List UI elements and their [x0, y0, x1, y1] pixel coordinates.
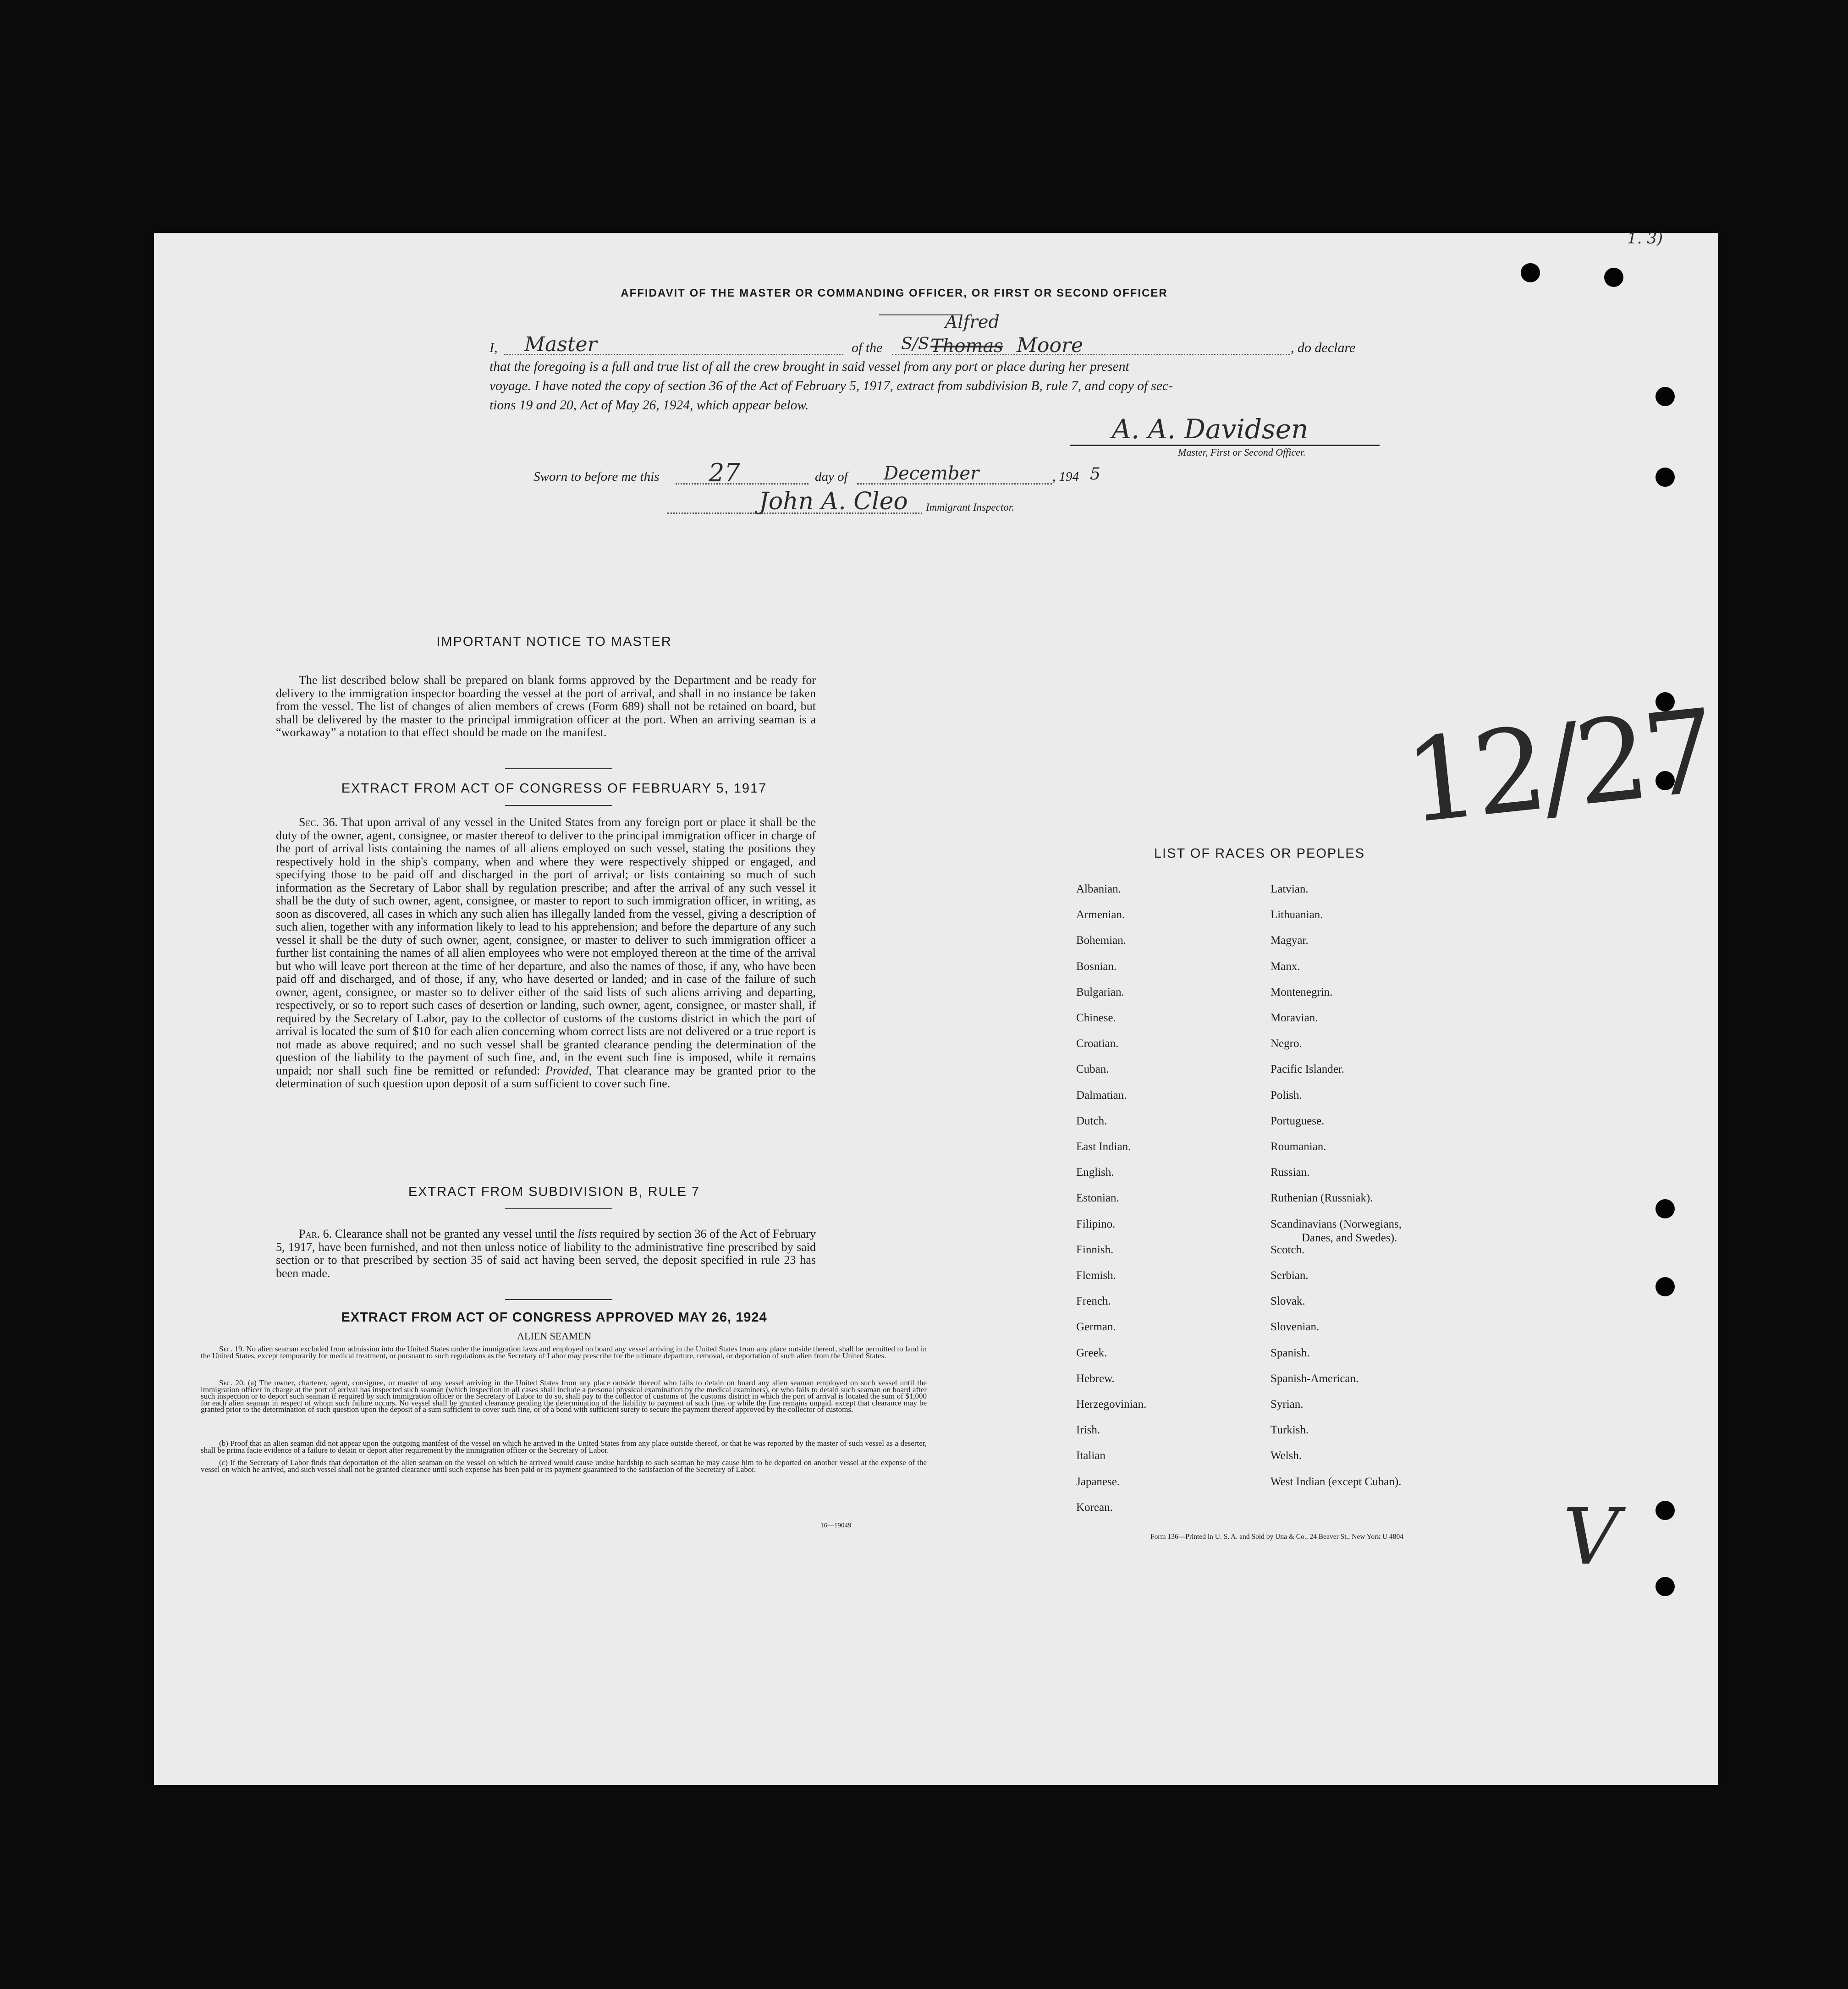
par6-label: Par. 6.	[299, 1227, 332, 1240]
extract-1924-heading: EXTRACT FROM ACT OF CONGRESS APPROVED MAY 26, 1924	[341, 1310, 767, 1325]
race-item: Japanese.	[1076, 1475, 1120, 1488]
race-item: Polish.	[1270, 1089, 1302, 1102]
declaration-line-3: voyage. I have noted the copy of section 36 of the Act of February 5, 1917, extract from subdivision B, rule 7, and copy of sec-	[490, 379, 1173, 393]
extract-1917-text	[276, 816, 816, 1091]
race-item: Russian.	[1270, 1166, 1310, 1179]
sec36-body: That upon arrival of any vessel in the United States from any foreign port or place it shall be the duty of the owner, agent, consignee, or master thereof to deliver to the principal immigration officer in charge of the port of arrival lists containing the names of all aliens employed on such vessel, stating the positions they respectively hold in the ship's company, when and where they were respectively shipped or engaged, and specifying those to be paid off and discharged in the port of arrival; or lists containing so much of such information as the Secretary of Labor shall by regulation prescribe; and after the arrival of any such vessel it shall be the duty of such owner, agent, consignee, or master to report to such immigration officer, in writing, as soon as discovered, all cases in which any such alien has illegally landed from the vessel, giving a description of such alien, together with any information likely to lead to his apprehension; and before the departure of any such vessel it shall be the duty of such owner, agent, consignee, or master to deliver to such immigration officer a further list containing the names of all alien employees who were not employed thereon at the time of the arrival but who will leave port thereon at the time of her departure, and also the names of those, if any, who have been paid off and discharged, and of those, if any, who have deserted or landed; and in case of the failure of such owner, agent, consignee, or master so to deliver either of the said lists of such aliens arriving and departing, respectively, or so to report such cases of desertion or landing, such owner, agent, consignee, or master shall, if required by the Secretary of Labor, pay to the collector of customs of the customs district in which the port of arrival is located the sum of $10 for each alien concerning whom correct lists are not delivered or a true report is not made as above required; and no such vessel shall be granted clearance pending the determination of the question of the liability to the payment of such fine, and, in the event such fine is imposed, while it remains unpaid; nor shall such fine be remitted or refunded:	[276, 815, 816, 1077]
race-item: Welsh.	[1270, 1449, 1302, 1462]
signature-line	[1070, 445, 1380, 446]
race-item: Hebrew.	[1076, 1372, 1115, 1385]
notice-text	[276, 674, 816, 739]
vessel-prefix-label: of the	[852, 340, 883, 355]
sworn-year-prefix: , 194	[1052, 469, 1079, 484]
notice-heading: IMPORTANT NOTICE TO MASTER	[436, 634, 672, 649]
race-item: Portuguese.	[1270, 1114, 1325, 1127]
declaration-line-2: that the foregoing is a full and true list of all the crew brought in said vessel from any port or place during her present	[490, 359, 1129, 374]
declarant-name-handwritten: Master	[524, 333, 597, 356]
vessel-prefix-handwritten: S/S	[901, 335, 930, 353]
declaration-line-4: tions 19 and 20, Act of May 26, 1924, which appear below.	[490, 398, 809, 413]
race-item: Roumanian.	[1270, 1141, 1326, 1153]
race-item: Moravian.	[1270, 1012, 1318, 1024]
handwritten-date-note: 12/27	[1399, 684, 1719, 849]
sec19-label: Sec. 19.	[219, 1344, 244, 1353]
print-code: 16—19049	[820, 1522, 852, 1529]
rule7-text	[276, 1228, 816, 1280]
race-item: Albanian.	[1076, 883, 1121, 895]
race-item: Scandinavians (Norwegians,	[1270, 1218, 1402, 1230]
divider	[505, 1299, 612, 1300]
declare-suffix: , do declare	[1291, 340, 1356, 355]
divider	[505, 1208, 612, 1209]
race-item: German.	[1076, 1321, 1116, 1333]
vessel-name-handwritten: Moore	[1017, 334, 1084, 357]
race-item: Croatian.	[1076, 1037, 1119, 1050]
race-item: Bohemian.	[1076, 934, 1127, 947]
binder-hole	[1656, 1501, 1675, 1520]
race-item: Estonian.	[1076, 1192, 1119, 1205]
race-item: Korean.	[1076, 1501, 1113, 1514]
sworn-day: 27	[709, 458, 740, 487]
binder-hole	[1604, 268, 1623, 287]
race-item: Bulgarian.	[1076, 986, 1124, 998]
master-signature: A. A. Davidsen	[1112, 413, 1309, 445]
sec20a-text	[201, 1380, 927, 1413]
affidavit-title: AFFIDAVIT OF THE MASTER OR COMMANDING OFFICER, OR FIRST OR SECOND OFFICER	[621, 287, 1168, 299]
sec19-body: No alien seaman excluded from admission into the United States under the immigration laws and employed on board any vessel arriving in the United States from any place outside thereof, shall be permitted to land in the United States, except temporarily for medical treatment, or pursuant to such regulations as the Secretary of Labor may prescribe for the ultimate departure, removal, or deportation of such alien from the United States.	[201, 1344, 927, 1360]
binder-hole	[1656, 468, 1675, 487]
proviso-word: Provided,	[545, 1063, 592, 1077]
race-item: Magyar.	[1270, 934, 1309, 947]
sec20a-body: (a) The owner, charterer, agent, consignee, or master of any vessel arriving in the United States from any place outside thereof who fails to detain on board any alien seaman employed on such vessel until the immigration officer in charge at the port of arrival has inspected such seaman (which inspection in all cases shall include a personal physical examination by the medical examiners), or who fails to detain such seaman on board after such inspection or to deport such seaman if required by such immigration officer or the Secretary of Labor to do so, shall pay to the collector of customs of the customs district in which the port of arrival is located the sum of $1,000 for each alien seaman in respect of whom such failure occurs. No vessel shall be granted clearance pending the determination of the liability to payment of such fine, or while the fine remains unpaid, except that clearance may be granted prior to the determination of such question upon the deposit of a sum sufficient to cover such fine, or of a bond with sufficient surety to secure the payment thereof approved by the collector of customs.	[201, 1378, 927, 1414]
binder-hole	[1521, 263, 1540, 282]
race-item: Finnish.	[1076, 1243, 1114, 1256]
race-item: Herzegovinian.	[1076, 1398, 1147, 1410]
race-item: Greek.	[1076, 1346, 1107, 1359]
binder-hole	[1656, 1199, 1675, 1218]
race-item: English.	[1076, 1166, 1114, 1179]
race-item: Serbian.	[1270, 1269, 1309, 1282]
race-item: Scotch.	[1270, 1243, 1305, 1256]
declaration-line-1	[490, 312, 1512, 358]
race-item: Filipino.	[1076, 1218, 1116, 1230]
race-item: West Indian (except Cuban).	[1270, 1475, 1402, 1488]
sworn-line	[534, 458, 1267, 488]
vessel-insert-name: Alfred	[945, 312, 1000, 332]
binder-hole	[1656, 387, 1675, 406]
sec36-proviso: That clearance may be granted prior to the determination of such question upon deposit of a sum sufficient to cover such fine.	[276, 1063, 816, 1090]
declarant-prefix: I,	[490, 340, 498, 355]
inspector-caption: Immigrant Inspector.	[926, 501, 1014, 513]
race-item: Turkish.	[1270, 1424, 1309, 1437]
binder-hole	[1656, 1577, 1675, 1596]
par6-body-b: required by section 36 of the Act of February 5, 1917, have been furnished, and not then unless notice of liability to the administrative fine prescribed by said section or to that prescribed by section 35 of said act having been served, the deposit specified in rule 23 has been made.	[276, 1227, 816, 1280]
inspector-signature: John A. Cleo	[759, 488, 908, 515]
race-item: French.	[1076, 1295, 1111, 1308]
race-item: Chinese.	[1076, 1012, 1116, 1024]
race-item: Spanish-American.	[1270, 1372, 1359, 1385]
rule7-heading: EXTRACT FROM SUBDIVISION B, RULE 7	[408, 1185, 700, 1199]
race-item: Lithuanian.	[1270, 909, 1323, 921]
sec20b-text: (b) Proof that an alien seaman did not appear upon the outgoing manifest of the vessel on which he arrived in the United States from any place outside thereof, or that he was reported by the master of such vessel as a deserter, shall be prima facie evidence of a failure to detain or deport after requirement by the immigration officer or the Secretary of Labor.	[201, 1439, 927, 1455]
race-item: Italian	[1076, 1449, 1106, 1462]
day-blank	[676, 483, 808, 485]
corner-page-number: 1. 3)	[1627, 229, 1663, 248]
lists-word: lists	[578, 1227, 597, 1240]
signature-caption: Master, First or Second Officer.	[1178, 446, 1306, 458]
divider	[505, 805, 612, 806]
race-item: Negro.	[1270, 1037, 1302, 1050]
races-heading: LIST OF RACES OR PEOPLES	[1154, 846, 1365, 861]
race-item: East Indian.	[1076, 1141, 1131, 1153]
handwritten-checkmark: V	[1563, 1492, 1619, 1582]
divider	[505, 768, 612, 769]
race-item: Danes, and Swedes).	[1302, 1231, 1397, 1244]
notice-text-body: The list described below shall be prepared on blank forms approved by the Department and be ready for delivery to the immigration inspector boarding the vessel at the port of arrival, and shall in no instance be taken from the vessel. The list of changes of alien members of crews (Form 689) shall not be retained on board, but shall be delivered by the master to the principal immigration officer at the port. When an arriving seaman is a “workaway” a notation to that effect should be made on the manifest.	[276, 673, 816, 739]
race-item: Syrian.	[1270, 1398, 1304, 1410]
race-item: Dutch.	[1076, 1114, 1107, 1127]
sworn-day-of: day of	[815, 469, 848, 484]
document-page	[154, 229, 1719, 1785]
form-footer: Form 136—Printed in U. S. A. and Sold by Una & Co., 24 Beaver St., New York U 4804	[1150, 1533, 1403, 1541]
race-item: Manx.	[1270, 960, 1300, 973]
race-item: Flemish.	[1076, 1269, 1116, 1282]
vessel-struck-name: Thomas	[930, 336, 1003, 357]
sec20-label: Sec. 20.	[219, 1378, 245, 1387]
race-item: Bosnian.	[1076, 960, 1117, 973]
race-item: Montenegrin.	[1270, 986, 1333, 998]
race-item: Slovenian.	[1270, 1321, 1320, 1333]
sec19-text	[201, 1346, 927, 1359]
race-item: Spanish.	[1270, 1346, 1310, 1359]
sworn-prefix: Sworn to before me this	[534, 469, 660, 484]
race-item: Latvian.	[1270, 883, 1309, 895]
alien-seamen-subheading: ALIEN SEAMEN	[517, 1330, 591, 1342]
sworn-year-digit: 5	[1090, 465, 1100, 484]
extract-1917-heading: EXTRACT FROM ACT OF CONGRESS OF FEBRUARY 5, 1917	[341, 781, 767, 796]
race-item: Slovak.	[1270, 1295, 1305, 1308]
binder-hole	[1656, 1277, 1675, 1296]
sworn-month: December	[884, 463, 979, 484]
par6-body-a: Clearance shall not be granted any vessel until the	[335, 1227, 575, 1240]
sec20c-text: (c) If the Secretary of Labor finds that deportation of the alien seaman on the vessel on which he arrived would cause undue hardship to such seaman he may cause him to be deported on another vessel at the expense of the vessel on which he arrived, and such vessel shall not be granted clearance until such expense has been paid or its payment guaranteed to the satisfaction of the Secretary of Labor.	[201, 1458, 927, 1474]
race-item: Dalmatian.	[1076, 1089, 1127, 1102]
race-item: Armenian.	[1076, 909, 1125, 921]
race-item: Irish.	[1076, 1424, 1100, 1437]
race-item: Ruthenian (Russniak).	[1270, 1192, 1373, 1205]
race-item: Pacific Islander.	[1270, 1063, 1345, 1076]
race-item: Cuban.	[1076, 1063, 1109, 1076]
sec36-label: Sec. 36.	[299, 815, 338, 829]
